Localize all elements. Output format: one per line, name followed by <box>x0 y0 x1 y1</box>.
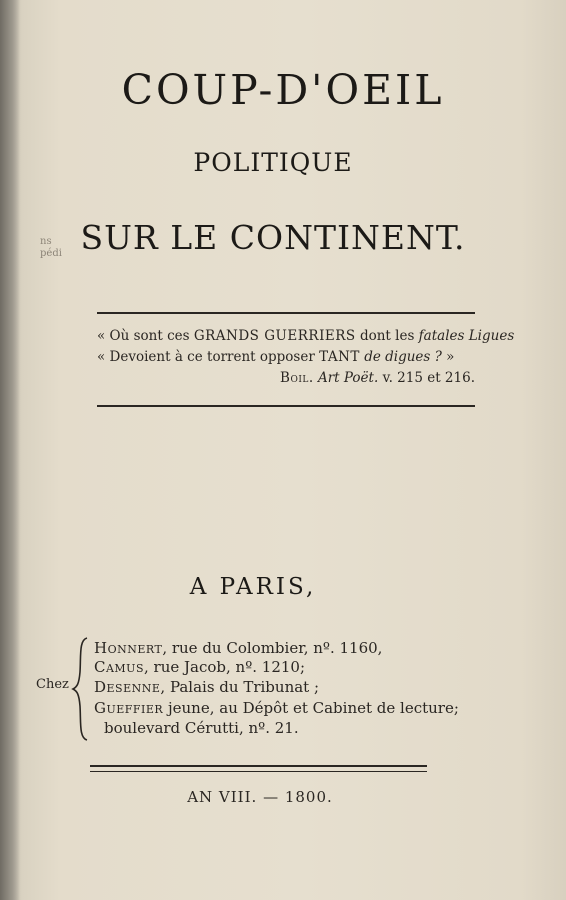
title-line-1: COUP-D'OEIL <box>121 66 445 114</box>
publisher-4-address: boulevard Cérutti, nº. 21. <box>104 719 299 737</box>
epigraph-line-1: « Où sont ces GRANDS GUERRIERS dont les fatales Ligues <box>97 328 515 344</box>
publisher-4: Gueffier jeune, au Dépôt et Cabinet de lecture; <box>94 699 459 717</box>
title-line-2: POLITIQUE <box>193 148 353 177</box>
publisher-3: Desenne, Palais du Tribunat ; <box>94 678 320 696</box>
imprint-date: AN VIII. — 1800. <box>187 788 333 806</box>
curly-brace-icon <box>71 636 89 742</box>
double-rule-top <box>90 765 427 767</box>
epigraph-line-2: « Devoient à ce torrent opposer TANT de digues ? » <box>97 349 455 365</box>
double-rule-bottom <box>90 771 427 772</box>
publisher-1: Honnert, rue du Colombier, nº. 1160, <box>94 639 383 657</box>
imprint-chez: Chez <box>36 677 69 692</box>
epigraph-citation: Boil. Art Poët. v. 215 et 216. <box>280 370 475 386</box>
rule-bottom <box>97 405 475 407</box>
bleedthrough-text: ns pédi <box>40 236 62 259</box>
title-line-3: SUR LE CONTINENT. <box>80 218 466 257</box>
binding-shadow <box>0 0 20 900</box>
rule-top <box>97 312 475 314</box>
publisher-2: Camus, rue Jacob, nº. 1210; <box>94 658 306 676</box>
imprint-city: A PARIS, <box>189 574 317 600</box>
